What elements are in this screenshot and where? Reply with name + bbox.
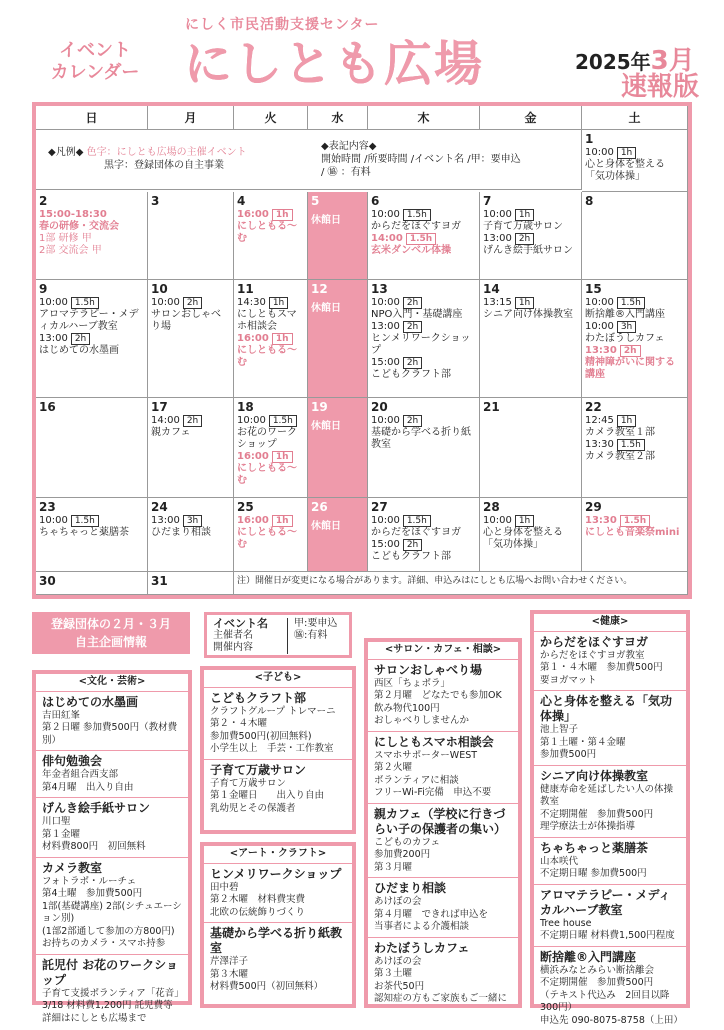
cell-d21: 21 [480, 398, 582, 498]
cell-d23: 23 10:00 1.5h ちゃちゃっと薬膳茶 [36, 498, 148, 572]
section-title: 登録団体の２月・３月 自主企画情報 [32, 612, 190, 654]
cell-d13: 13 10:00 2h NPO入門・基礎講座 13:00 2h ヒンメリワークショップ 15:00 2h こどもクラフト部 [368, 280, 480, 398]
main-title: にしとも広場 [184, 36, 484, 92]
legend: ◆凡例◆ 色字：にしとも広場の主催イベント 黒字：登録団体の自主事業 ◆表記内容◆ 開始時間 /所要時間 /イベント名 /甲：要申込 / ㊯ ：有料 [36, 130, 582, 190]
group-item: 親カフェ（学校に行きづらい子の保護者の集い） こどものカフェ 参加費200円 第３月曜 [368, 804, 518, 879]
cell-d11: 11 14:30 1h にしともスマホ相談会 16:00 1h にしともる～む [234, 280, 308, 398]
cell-d8: 8 [582, 192, 688, 280]
group-item: 基礎から学べる折り紙教室 芹澤洋子 第３木曜 材料費500円（初回無料） [204, 923, 352, 997]
box-health [530, 610, 690, 1008]
box-culture [32, 670, 192, 1005]
group-item: わたぼうしカフェ あけぼの会 第３土曜 お茶代50円 認知症の方もご家族もご一緒に [368, 938, 518, 1009]
group-item: サロンおしゃべり場 西区「ちょボラ」 第２月曜 どなたでも参加OK 飲み物代100円 おしゃべりしませんか [368, 660, 518, 732]
group-item: アロマテラピー・メディカルハーブ教室 Tree house 不定期日曜 材料費1,500円程度 [534, 885, 686, 947]
group-item: 子育て万歳サロン 子育て万歳サロン 第１金曜日 出入り自由 乳幼児とその保護者 [204, 760, 352, 819]
group-item: 俳句勉強会 年金者組合西支部 第4月曜 出入り自由 [36, 751, 188, 798]
box-header: <健康> [534, 614, 686, 632]
group-item: からだをほぐすヨガ からだをほぐすヨガ教室 第１・４木曜 参加費500円 要ヨガマット [534, 632, 686, 692]
box-kids [200, 666, 356, 834]
cell-d16: 16 [36, 398, 148, 498]
cell-d10: 10 10:00 2h サロンおしゃべり場 [148, 280, 234, 398]
box-header: <サロン・カフェ・相談> [368, 642, 518, 660]
cell-d4: 4 16:00 1h にしともる～む [234, 192, 308, 280]
cell-d2: 2 15:00-18:30 春の研修・交流会 1部 研修 甲 2部 交流会 甲 [36, 192, 148, 280]
cell-d25: 25 16:00 1h にしともる～む [234, 498, 308, 572]
calendar [32, 102, 692, 599]
event-calendar-label: イベント カレンダー [40, 40, 150, 84]
box-art [200, 842, 356, 1008]
cell-d17: 17 14:00 2h 親カフェ [148, 398, 234, 498]
day-header: 水 [308, 106, 368, 130]
group-item: 断捨離®入門講座 横浜みなとみらい断捨離会 不定期開催 参加費500円 （テキスト代込み 2回目以降300円） 申込先 090-8075-8758（上田） [534, 947, 686, 1030]
group-item: にしともスマホ相談会 スマホサポーターWEST 第２火曜 ボランティアに相談 フリーWi-Fi完備 申込不要 [368, 732, 518, 804]
cell-d24: 24 13:00 3h ひだまり相談 [148, 498, 234, 572]
group-item: げんき絵手紙サロン 川口聖 第１金曜 材料費800円 初回無料 [36, 798, 188, 858]
cell-d5: 5 休館日 [308, 192, 368, 280]
cell-d15: 15 10:00 1.5h 断捨離®入門講座 10:00 3h わたぼうしカフェ 13:30 2h 精神障がいに関する講座 [582, 280, 688, 398]
group-item: 託児付 お花のワークショップ 子育て支援ボランティア「花音」 3/18 材料費1,200円 託児費等 詳細はにしとも広場まで [36, 955, 188, 1029]
day-header: 日 [36, 106, 148, 130]
cell-d19: 19 休館日 [308, 398, 368, 498]
group-item: シニア向け体操教室 健康寿命を延ばしたい人の体操教室 不定期開催 参加費500円 理学療法士が体操指導 [534, 766, 686, 838]
cell-d6: 6 10:00 1.5h からだをほぐすヨガ 14:00 1.5h 玄米ダンベル体操 [368, 192, 480, 280]
cell-d28: 28 10:00 1h 心と身体を整える「気功体操」 [480, 498, 582, 572]
header-line [36, 106, 688, 130]
header [0, 0, 724, 100]
cell-d29: 29 13:30 1.5h にしとも音楽祭mini [582, 498, 688, 572]
org-name: にしく市民活動支援センター [185, 14, 379, 34]
day-header: 月 [148, 106, 234, 130]
cell-d30: 30 [36, 572, 148, 595]
group-item: 心と身体を整える「気功体操」 池上智子 第１土曜・第４金曜 参加費500円 [534, 691, 686, 766]
box-header: <子ども> [204, 670, 352, 688]
cell-d1: 1 10:00 1h 心と身体を整える「気功体操」 [582, 130, 688, 192]
cell-empty [234, 572, 688, 595]
group-item: ヒンメリワークショップ 田中碧 第２木曜 材料費実費 北欧の伝統飾りづくり [204, 864, 352, 924]
bottom-legend: イベント名 主催者名 開催内容 甲:要申込 ㊯:有料 [204, 612, 352, 658]
day-header: 木 [368, 106, 480, 130]
group-item: ひだまり相談 あけぼの会 第４月曜 できれば申込を 当事者による介護相談 [368, 878, 518, 938]
box-header: <アート・クラフト> [204, 846, 352, 864]
day-header: 火 [234, 106, 308, 130]
note: 注）開催日が変更になる場合があります。詳細、申込みはにしとも広場へお問い合わせください。 [237, 575, 684, 587]
cell-d14: 14 13:15 1h シニア向け体操教室 [480, 280, 582, 398]
day-header: 土 [582, 106, 688, 130]
cell-d12: 12 休館日 [308, 280, 368, 398]
cell-d18: 18 10:00 1.5h お花のワークショップ 16:00 1h にしともる～む [234, 398, 308, 498]
cell-d20: 20 10:00 2h 基礎から学べる折り紙教室 [368, 398, 480, 498]
group-item: カメラ教室 フォトラボ・ルーチェ 第4土曜 参加費500円 1部(基礎講座) 2部(シチュエーション別) (1部2部通して参加の方800円) お持ちのカメラ・スマホ持参 [36, 858, 188, 955]
cell-d3: 3 [148, 192, 234, 280]
cell-d22: 22 12:45 1h カメラ教室１部 13:30 1.5h カメラ教室２部 [582, 398, 688, 498]
box-salon [364, 638, 522, 1008]
group-item: はじめての水墨画 吉田紅峯 第２日曜 参加費500円（教材費別） [36, 692, 188, 752]
group-item: ちゃちゃっと薬膳茶 山本咲代 不定期日曜 参加費500円 [534, 838, 686, 885]
cell-d9: 9 10:00 1.5h アロマテラピー・メディカルハーブ教室 13:00 2h はじめての水墨画 [36, 280, 148, 398]
day-header: 金 [480, 106, 582, 130]
calendar-grid [36, 106, 688, 595]
cell-d26: 26 休館日 [308, 498, 368, 572]
cell-d27: 27 10:00 1.5h からだをほぐすヨガ 15:00 2h こどもクラフト部 [368, 498, 480, 572]
group-item: こどもクラフト部 クラフトグループ トレマーニ 第２・４木曜 参加費500円(初回無料) 小学生以上 手芸・工作教室 [204, 688, 352, 760]
cell-d7: 7 10:00 1h 子育て万歳サロン 13:00 2h げんき絵手紙サロン [480, 192, 582, 280]
box-header: <文化・芸術> [36, 674, 188, 692]
edition-label: 速報版 [621, 66, 699, 103]
month-label: 2025年3月 [575, 40, 695, 77]
cell-d31: 31 [148, 572, 234, 595]
